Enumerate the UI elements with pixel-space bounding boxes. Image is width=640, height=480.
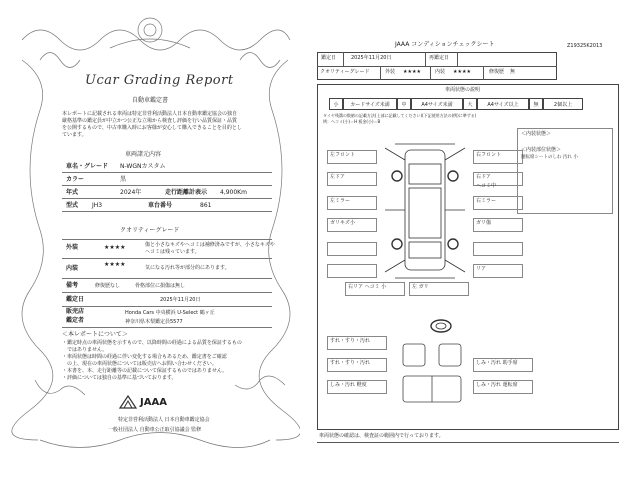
appraiser-label: 鑑定者: [66, 317, 85, 324]
appraisal-date-label: 鑑定日: [66, 296, 85, 303]
tire-note: タイヤ残溝の数値の記載方法(上部に記載してください)(下記使用方法の(例)に準ずる): [323, 113, 477, 118]
interior-stars: ★★★★: [104, 261, 126, 268]
reappraisal-label: 再鑑定日: [429, 55, 450, 61]
box-lrear3: [327, 264, 377, 278]
remarks-list: ・鑑定時点の車両状態を示すもので、以降時間の経過による品質を保証するもの ではありません。 ・車両状態は時間の経過に伴い変化する場合もあるため、鑑定書をご確認 の上、現在の車両状態については販売店へお問い合わせください。 ・本書を、本、走行距離等の記載について保証するものではありません。 ・評価については独自の基準に基づいております。: [62, 340, 242, 381]
sheet-date-value: 2025年11月20日: [351, 55, 392, 61]
remarks-title: ＜本レポートについて＞: [62, 331, 128, 338]
table-rule: [62, 172, 272, 173]
exterior-stars: ★★★★: [104, 244, 126, 251]
footer-supervision: 一般社団法人 自動車公正取引協議会 監修: [108, 427, 202, 433]
name-label: 車名・グレード: [66, 163, 109, 170]
doc-number: Z19325K2013: [567, 43, 603, 49]
legend-none: 無: [529, 98, 543, 110]
vehicle-section-title: 車両諸元内容: [125, 151, 162, 158]
jaaa-logo-icon: [118, 394, 138, 410]
legend-large-desc: A4サイズ以上: [477, 98, 529, 110]
interior-note: 気になる汚れ等が部分的にあります。: [145, 265, 230, 271]
appraiser-value: 神奈川県木梨鑑定員5577: [125, 319, 183, 325]
legend-small: 小: [329, 98, 343, 110]
notes-value: 修復歴なし: [95, 283, 121, 289]
seat-label-r2: しみ・汚れ 運転席: [476, 382, 518, 388]
seat-label-3: しみ・汚れ 軽度: [330, 382, 367, 388]
interior-panel: [517, 128, 613, 214]
sheet-int-label: 内装: [435, 69, 446, 75]
exterior-note: 傷と小さなキズやヘコミは補修済みですが、小さなキズやヘコミは残っています。: [145, 242, 275, 255]
legend-medium-desc: A4サイズ未満: [411, 98, 463, 110]
report-title: Ucar Grading Report: [85, 73, 234, 88]
label-lmirror: 左ミラー: [330, 198, 351, 204]
seat-label-1: すれ・すり・汚れ: [330, 338, 371, 344]
label-rear: リア: [476, 266, 487, 272]
appraisal-date-value: 2025年11月20日: [160, 297, 201, 303]
seat-label-2: すれ・すり・汚れ: [330, 360, 371, 366]
label-rmirror: 右ミラー: [476, 198, 497, 204]
sheet-title: JAAA コンディションチェックシート: [395, 41, 495, 48]
inside-label: ＜内装状態＞: [521, 131, 552, 137]
logo-text: JAAA: [140, 397, 167, 408]
legend-small-desc: カードサイズ未満: [343, 98, 397, 110]
label-hekomi: ヘコミ中: [476, 183, 497, 189]
legend-medium: 中: [397, 98, 411, 110]
dealer-value: Honda Cars 中央横浜 U-Select 鶴ヶ丘: [125, 310, 215, 316]
chassis-value: 861: [200, 202, 212, 209]
right-checksheet: [305, 0, 640, 480]
tire-note2: 例：ヘコミ(小)＝H 板金(小)＝B: [323, 119, 381, 124]
box-lrear2: [327, 242, 377, 256]
sheet-int-stars: ★★★★: [453, 69, 471, 75]
model-label: 型式: [66, 202, 79, 209]
car-diagram: [375, 140, 475, 290]
label-lrear: ガリキズ小: [330, 220, 355, 226]
label-ldoor: 左ドア: [330, 174, 345, 180]
sheet-repair-value: 無: [510, 69, 516, 75]
label-bottom-center: 左 ガリ: [412, 284, 429, 290]
seat-diagram: [397, 340, 467, 410]
sheet-quality-label: クオリティーグレード: [320, 69, 370, 75]
report-subtitle: 自動車鑑定書: [132, 97, 169, 104]
mileage-value: 4,900Km: [220, 189, 247, 196]
legend-multiple: 2個以上: [543, 98, 583, 110]
model-value: JH3: [92, 202, 103, 209]
label-fl: 左フロント: [330, 152, 356, 158]
inside-label2: ＜内装部位状態＞: [521, 147, 562, 153]
dealer-label: 販売店: [66, 308, 85, 315]
interior-label: 内装: [66, 265, 79, 272]
legend-row: [329, 98, 609, 110]
left-certificate: [0, 0, 300, 480]
year-value: 2024年: [120, 189, 142, 196]
name-value: N-WGNカスタム: [120, 163, 166, 170]
legend-large: 大: [463, 98, 477, 110]
box-rrear2: [473, 242, 523, 256]
notes-value2: 骨格部位に損傷は無し: [135, 283, 186, 289]
intro-text: 本レポートに記載される車両は特定非営利活動法人日本自動車鑑定協会の独自 厳格基準の鑑定員が中立かつ公正な立場から検査し評価を行い品質保証・品質 を公開するもので、中古車購入時にお客様が安心して購入できることを目的とし ています。: [62, 111, 242, 138]
exterior-label: 外装: [66, 244, 79, 251]
label-rrear: ガリ傷: [476, 220, 492, 226]
color-label: カラー: [66, 176, 85, 183]
label-bottom-left: 右リア ヘコミ 小: [348, 284, 387, 290]
sheet-ext-stars: ★★★★: [403, 69, 421, 75]
sheet-repair-label: 修復歴: [489, 69, 505, 75]
quality-section-title: クオリティーグレード: [120, 227, 180, 234]
label-rdoor: 右ドア: [476, 174, 491, 180]
inside-note: 運転席シートのしわ 汚れ 小: [521, 155, 578, 160]
footer-association: 特定非営利活動法人 日本自動車鑑定協会: [118, 417, 210, 423]
sheet-ext-label: 外装: [385, 69, 396, 75]
seat-label-r1: しみ・汚れ 助手席: [476, 360, 518, 366]
chassis-label: 車台番号: [148, 202, 173, 209]
year-label: 年式: [66, 189, 79, 196]
notes-label: 備考: [66, 282, 79, 289]
sheet-date-label: 鑑定日: [321, 55, 337, 61]
condition-section-title: 車両状態の説明: [445, 87, 481, 93]
ornamental-border: [0, 0, 300, 480]
steering-wheel-icon: [429, 318, 453, 334]
sheet-footer-note: 車両状態の確認は、検査証の範囲内で行っております。: [319, 433, 444, 439]
mileage-label: 走行距離計表示: [165, 189, 208, 196]
label-fr: 右フロント: [476, 152, 502, 158]
color-value: 黒: [120, 176, 127, 183]
